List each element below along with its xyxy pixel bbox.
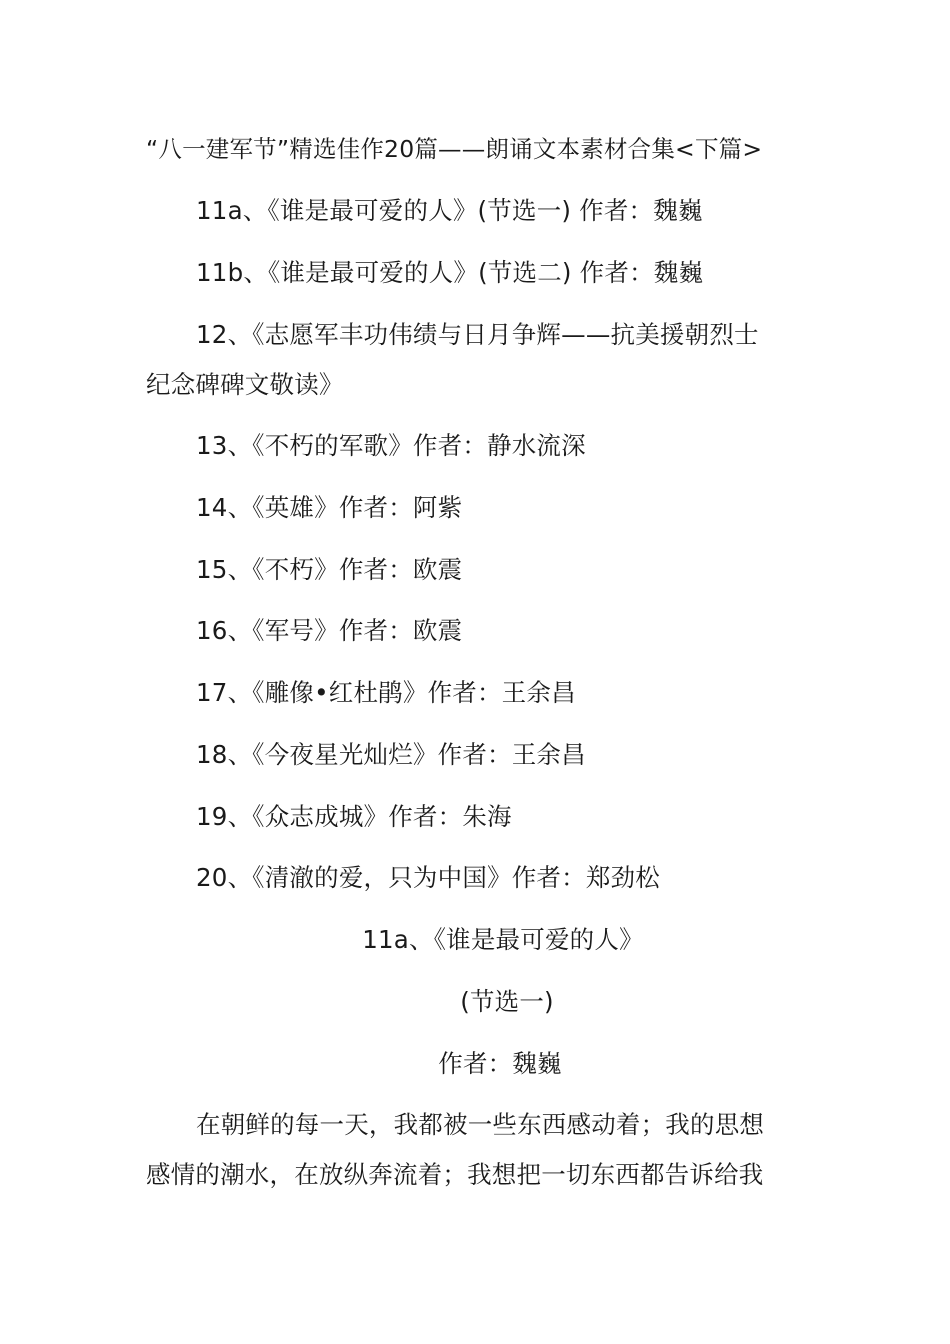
toc-item-16: 16、《军号》作者：欧震	[196, 616, 463, 645]
document-title: “八一建军节”精选佳作20篇——朗诵文本素材合集<下篇>	[146, 135, 763, 163]
body-paragraph-line-1: 在朝鲜的每一天，我都被一些东西感动着；我的思想	[196, 1110, 765, 1139]
toc-item-11b: 11b、《谁是最可爱的人》(节选二) 作者：魏巍	[196, 258, 704, 287]
body-paragraph-line-2: 感情的潮水，在放纵奔流着；我想把一切东西都告诉给我	[146, 1160, 764, 1189]
toc-item-20: 20、《清澈的爱，只为中国》作者：郑劲松	[196, 863, 660, 892]
toc-item-14: 14、《英雄》作者：阿紫	[196, 493, 463, 522]
section-subheading: (节选一)	[460, 987, 554, 1016]
toc-item-15: 15、《不朽》作者：欧震	[196, 555, 463, 584]
toc-item-19: 19、《众志成城》作者：朱海	[196, 802, 512, 831]
toc-item-13: 13、《不朽的军歌》作者：静水流深	[196, 431, 586, 460]
toc-item-18: 18、《今夜星光灿烂》作者：王余昌	[196, 740, 586, 769]
toc-item-12-continued: 纪念碑碑文敬读》	[146, 370, 344, 399]
section-author: 作者：魏巍	[438, 1049, 562, 1078]
toc-item-12: 12、《志愿军丰功伟绩与日月争辉——抗美援朝烈士	[196, 320, 759, 349]
toc-item-11a: 11a、《谁是最可爱的人》(节选一) 作者：魏巍	[196, 196, 703, 225]
toc-item-17: 17、《雕像•红杜鹃》作者：王余昌	[196, 678, 576, 707]
section-heading: 11a、《谁是最可爱的人》	[362, 925, 644, 954]
